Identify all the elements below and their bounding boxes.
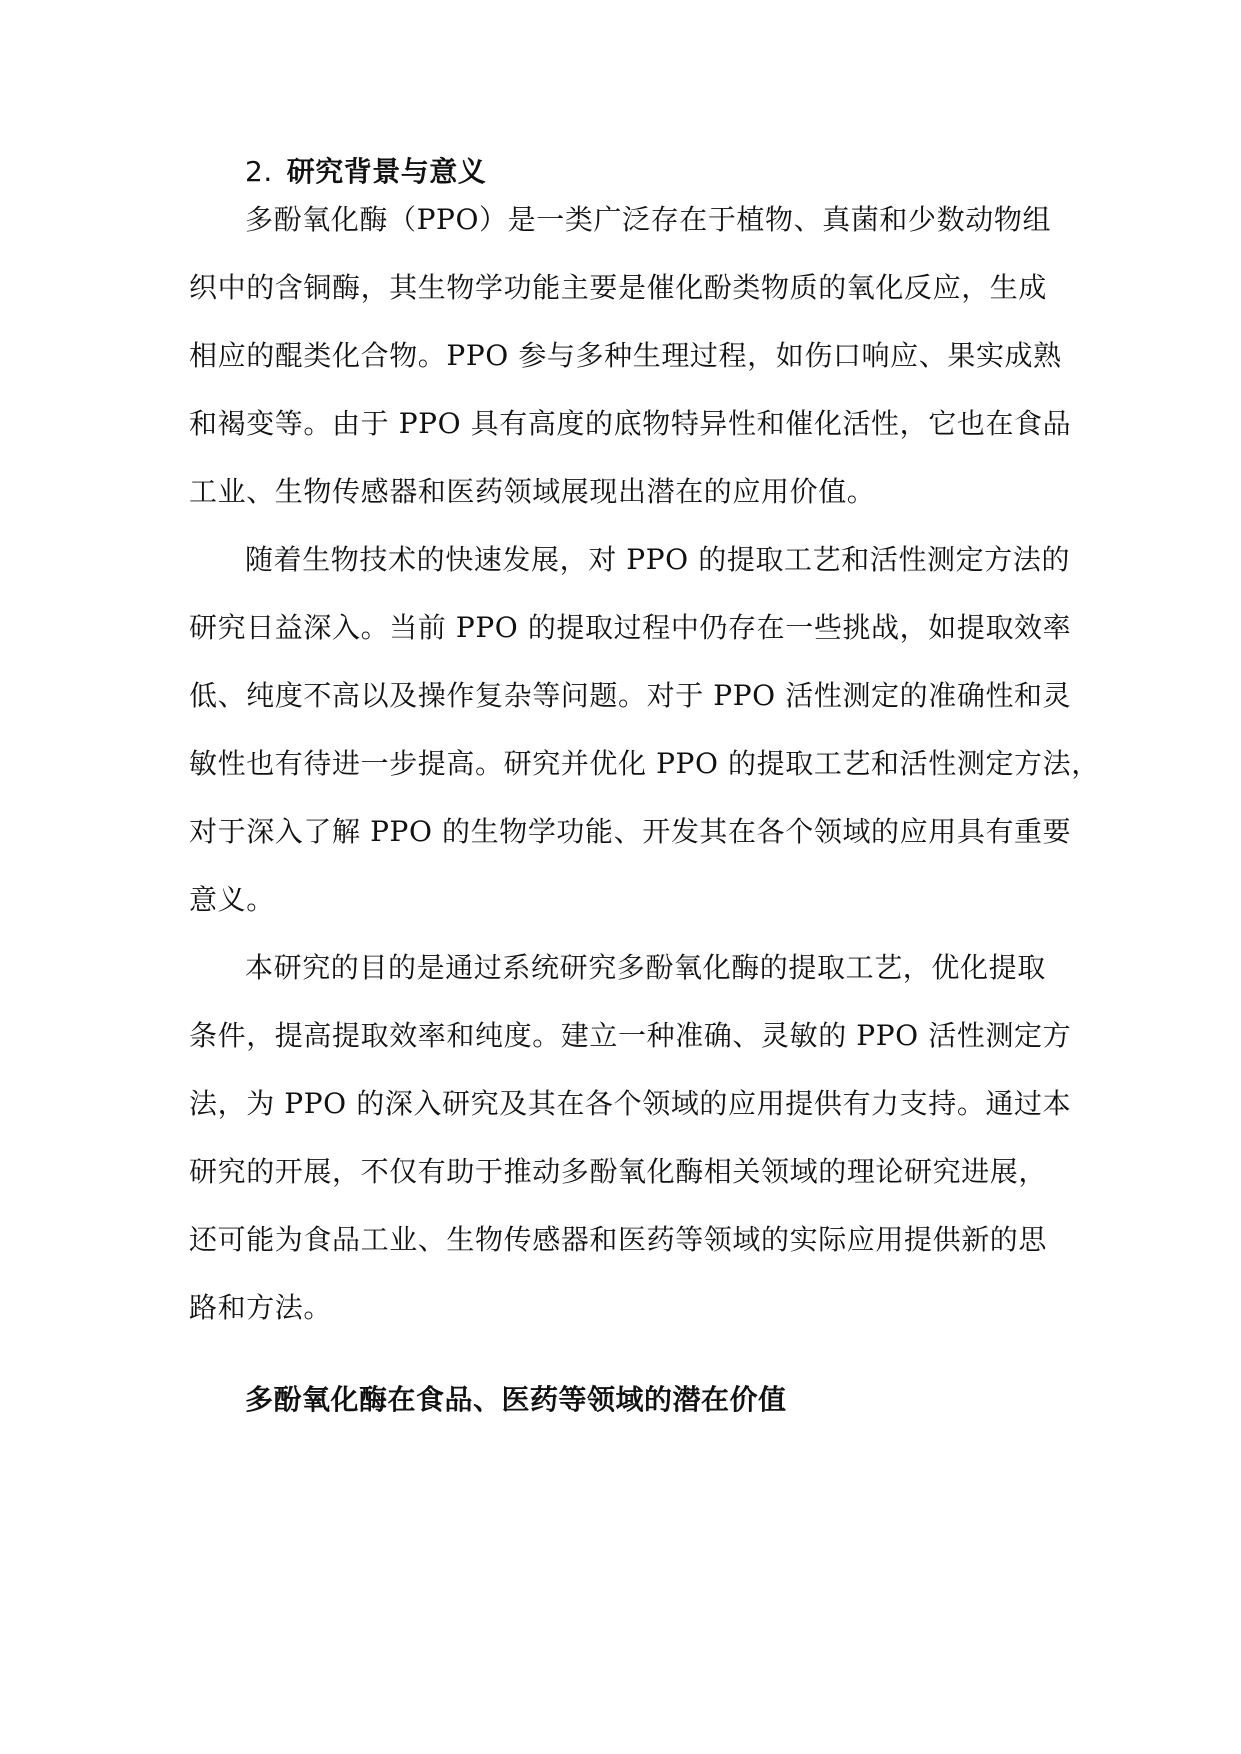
paragraph-2-line-4: 敏性也有待进一步提高。研究并优化 PPO 的提取工艺和活性测定方法， [189,747,1100,780]
paragraph-1-line-5: 工业、生物传感器和医药领域展现出潜在的应用价值。 [189,475,876,508]
paragraph-2-line-1: 随着生物技术的快速发展，对 PPO 的提取工艺和活性测定方法的 [245,543,1071,576]
paragraph-2-line-6: 意义。 [189,883,275,916]
paragraph-3-line-2: 条件，提高提取效率和纯度。建立一种准确、灵敏的 PPO 活性测定方 [189,1019,1072,1052]
paragraph-3-line-1: 本研究的目的是通过系统研究多酚氧化酶的提取工艺，优化提取 [245,951,1046,984]
paragraph-3-line-6: 路和方法。 [189,1291,333,1324]
subsection-heading: 多酚氧化酶在食品、医药等领域的潜在价值 [245,1383,787,1416]
paragraph-2-line-2: 研究日益深入。当前 PPO 的提取过程中仍存在一些挑战，如提取效率 [189,611,1072,644]
paragraph-1-line-4: 和褐变等。由于 PPO 具有高度的底物特异性和催化活性，它也在食品 [189,407,1072,440]
section-number: 2. [245,155,273,188]
paragraph-3-line-5: 还可能为食品工业、生物传感器和医药等领域的实际应用提供新的思 [189,1223,1048,1256]
paragraph-3-line-4: 研究的开展，不仅有助于推动多酚氧化酶相关领域的理论研究进展， [189,1155,1048,1188]
paragraph-1-line-1: 多酚氧化酶（PPO）是一类广泛存在于植物、真菌和少数动物组 [245,203,1052,236]
section-heading [245,152,486,192]
section-title: 研究背景与意义 [286,155,487,188]
paragraph-1-line-3: 相应的醌类化合物。PPO 参与多种生理过程，如伤口响应、果实成熟 [189,339,1062,372]
paragraph-1-line-2: 织中的含铜酶，其生物学功能主要是催化酚类物质的氧化反应，生成 [189,271,1048,304]
paragraph-2-line-5: 对于深入了解 PPO 的生物学功能、开发其在各个领域的应用具有重要 [189,815,1072,848]
paragraph-3-line-3: 法，为 PPO 的深入研究及其在各个领域的应用提供有力支持。通过本 [189,1087,1072,1120]
paragraph-2-line-3: 低、纯度不高以及操作复杂等问题。对于 PPO 活性测定的准确性和灵 [189,679,1072,712]
